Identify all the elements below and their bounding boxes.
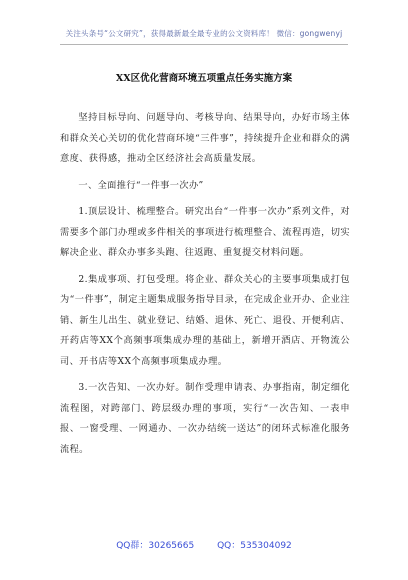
item-paragraph-3: 3.一次告知、一次办好。制作受理申请表、办事指南，制定细化流程图，对跨部门、跨层级办理的事项，实行“一次告知、一表申报、一窗受理、一网通办、一次办结统一送达”的闭环式标准化服务流程。 [60,382,350,455]
footer-contacts [0,538,408,551]
intro-paragraph: 坚持目标导向、问题导向、考核导向、结果导向，办好市场主体和群众关心关切的优化营商环境“三件事”，持续提升企业和群众的满意度、获得感，推动全区经济社会高质量发展。 [60,112,350,164]
document-body [60,108,350,466]
document-title: XX区优化营商环境五项重点任务实施方案 [115,73,293,84]
qq-group-number: QQ群：30265665 [116,541,195,551]
qq-number: QQ：535304092 [217,541,292,551]
item-paragraph-2: 2.集成事项、打包受理。将企业、群众关心的主要事项集成打包为“一件事”，制定主题集成服务指导目录，在完成企业开办、企业注销、新生儿出生、就业登记、结婚、退休、死亡、退役、开便利店、开药店等XX个高频事项集成办理的基础上，新增开酒店、开物流公司、开书店等XX个高频事项集成办理。 [60,273,350,367]
item-paragraph-1: 1.顶层设计、梳理整合。研究出台“一件事一次办”系列文件，对需要多个部门办理或多件相关的事项进行梳理整合、流程再造，切实解决企业、群众办事多头跑、往返跑、重复提交材料问题。 [60,206,350,258]
header-divider [60,44,348,45]
section-heading: 一、全面推行“一件事一次办” [78,179,204,191]
header-banner: 关注头条号“公文研究”，获得最新最全最专业的公文资料库！ 微信：gongwenyj [65,29,343,38]
